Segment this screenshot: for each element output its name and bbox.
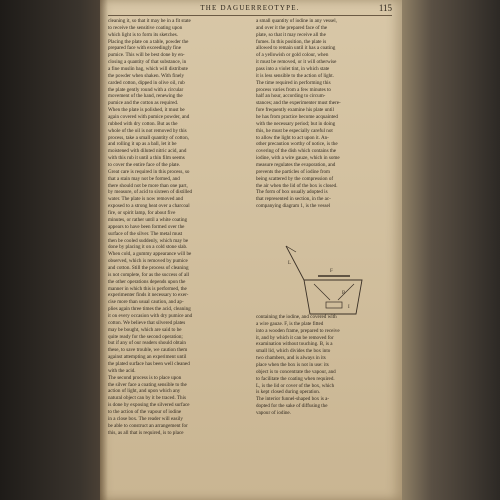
text-line: but if any of our readers should obtain — [108, 340, 186, 347]
text-line: cleaning it, so that it may be in a fit state — [108, 18, 191, 24]
text-line: When the plate is polished, it must be — [108, 107, 185, 114]
text-line: it is less sensible to the action of light. — [256, 72, 334, 79]
book-spine-left — [0, 0, 100, 500]
text-line: a wire gauze. F, is the plate fitted — [256, 320, 324, 327]
text-line: The interior funnel-shaped box is a- — [256, 396, 330, 403]
text-line: and cotton. Still the process of cleaning — [108, 264, 189, 271]
text-line: of a yellowish or gold colour, when — [256, 52, 329, 59]
text-line: this, he must be especially careful not — [256, 127, 333, 134]
diagram-label-i: I — [348, 305, 350, 310]
text-line: he has from practice become acquainted — [256, 114, 338, 121]
text-line: dopted for the sake of diffusing the — [256, 403, 328, 410]
text-line: against attempting an experiment until — [108, 354, 187, 361]
text-line: observed, which is removed by pumice — [108, 258, 188, 265]
text-line: small lid, which divides the box into — [256, 348, 331, 355]
diagram-funnel-left — [314, 284, 330, 300]
text-line: pass into a violet tint, in which state — [256, 66, 330, 73]
text-line: this, as all that is required, is to place — [108, 429, 184, 436]
text-line: that represented in section, in the ac- — [256, 196, 331, 203]
text-line: allowed to remain until it has a coating — [256, 45, 336, 52]
text-line: plies again three times the acid, cleaning — [108, 306, 191, 313]
text-line: fumes. In this position, the plate is — [256, 38, 327, 45]
text-line: a fine muslin bag, which will distribute — [108, 66, 188, 73]
text-line: is kept closed during operation. — [256, 389, 321, 396]
text-line: L, is the lid or cover of the box, which — [256, 382, 335, 389]
page-number: 115 — [378, 3, 392, 13]
text-line: to receive the sensitive coating upon — [108, 24, 183, 31]
text-line: may be bought, which are said to be — [108, 326, 182, 333]
book-edge-right — [402, 0, 500, 500]
text-line: Placing the plate on a table, powder the — [108, 38, 189, 45]
iodine-box-diagram — [258, 244, 394, 316]
text-line: in a close box. The reader will easily — [108, 415, 183, 422]
text-line: Great care is required in this process, so — [108, 168, 190, 175]
text-line: containing the iodine, and covered with — [256, 314, 337, 320]
diagram-label-l: L — [288, 261, 292, 266]
text-line: then be cooled suddenly, which may be — [108, 237, 189, 244]
left-text-column — [108, 18, 246, 436]
text-line: object is to concentrate the vapour, and — [256, 368, 336, 375]
text-line: experimenter finds it necessary to exer- — [108, 292, 189, 299]
text-line: to allow the light to act upon it. An- — [256, 134, 329, 141]
text-line: there should not be more than one part, — [108, 182, 188, 189]
text-line: it must be removed, or it will otherwise — [256, 59, 337, 66]
text-line: covering of the dish which contains the — [256, 148, 337, 155]
text-line: prevents the particles of iodine from — [256, 168, 330, 175]
text-line: companying diagram 1, is the vessel — [256, 203, 331, 210]
text-line: being scattered by the compression of — [256, 175, 334, 182]
text-line: closing a quantity of that substance, in — [108, 59, 187, 66]
text-line: to the action of the vapour of iodine — [108, 408, 182, 415]
text-line: place when the box is not in use: its — [256, 362, 329, 369]
text-line: cotton. We believe that silvered plates — [108, 319, 186, 326]
page-gutter-shadow — [100, 0, 108, 500]
text-line: it on every occasion with dry pumice and — [108, 312, 193, 319]
text-line: the other operations depends upon the — [108, 278, 186, 285]
header-rule — [108, 15, 392, 16]
text-line: water. The plate is now removed and — [108, 196, 184, 203]
diagram-label-b: B — [342, 291, 346, 296]
diagram-iodine-dish — [326, 302, 342, 308]
text-line: is done by exposing the silvered surface — [108, 402, 190, 409]
text-line: carded cotton, dipped in olive oil, rub — [108, 79, 185, 86]
text-line: The form of box usually adopted is — [256, 189, 328, 196]
book-page — [100, 0, 402, 500]
text-line: to facilitate the coating when required. — [256, 375, 335, 382]
text-line: exposed to a strong heat over a charcoal — [108, 203, 190, 210]
text-line: moistened with diluted nitric acid, and — [108, 148, 187, 155]
text-line: The second process is to place upon — [108, 374, 182, 381]
text-line: prepared face with exceedingly fine — [108, 45, 181, 52]
text-line: that a stain may not be formed, and — [108, 175, 180, 182]
text-line: process, take a small quantity of cotton, — [108, 134, 189, 141]
text-line: the air when the lid of the box is closed. — [256, 182, 338, 189]
text-line: manner in which this is performed, the — [108, 285, 187, 292]
text-line: two chambers, and is always in its — [256, 355, 326, 362]
text-line: rubbed with dry cotton. But as the — [108, 120, 178, 127]
right-text-column-top — [256, 18, 394, 210]
page-title: THE DAGUERREOTYPE. — [200, 4, 300, 12]
text-line: vapour of iodine. — [256, 410, 291, 417]
text-line: the plate gently round with a circular — [108, 86, 184, 93]
right-text-column-bottom — [256, 314, 394, 417]
text-line: movement of the hand, renewing the — [108, 93, 183, 100]
text-line: by measure, of acid to sixteen of distilled — [108, 189, 193, 196]
text-line: again covered with pumice powder, and — [108, 114, 190, 121]
text-line: other precaution worthy of notice, is the — [256, 141, 338, 148]
text-line: which light is to form its sketches. — [108, 31, 179, 38]
text-line: plate, so that it may receive all the — [256, 31, 326, 38]
text-line: and rolling it up as a ball, let it be — [108, 141, 177, 148]
text-line: appears to have been formed over the — [108, 223, 185, 230]
text-line: with the acid. — [108, 367, 136, 374]
text-line: to cover the entire face of the plate. — [108, 162, 181, 169]
diagram-label-f: F — [330, 269, 333, 274]
text-line: it, and by which it can be removed for — [256, 334, 334, 341]
text-line: with this rub it until a thin film seems — [108, 155, 185, 162]
text-line: surface of the silver. The metal must — [108, 230, 183, 237]
text-line: quite ready for the second operation; — [108, 333, 183, 340]
text-line: pumice and the cotton as required. — [108, 100, 179, 107]
text-line: the plated surface has been well cleaned — [108, 360, 190, 367]
text-line: When cold, a gummy appearance will be — [108, 251, 192, 258]
text-line: iodine, with a wire gauze, which in some — [256, 155, 340, 162]
text-line: minutes, or rather until a white coating — [108, 216, 188, 223]
diagram-funnel-right — [338, 284, 354, 300]
text-line: a small quantity of iodine in any vessel, — [256, 18, 337, 24]
text-line: stances; and the experimenter must there- — [256, 100, 341, 107]
text-line: whole of the oil is not removed by this — [108, 127, 187, 134]
text-line: is not complete, for as the success of all — [108, 271, 190, 278]
text-line: into a wooden frame, prepared to receive — [256, 327, 340, 334]
text-line: fore frequently examine his plate until — [256, 107, 334, 114]
text-line: with the necessary period; but in doing — [256, 120, 336, 127]
text-line: natural object can by it be traced. This — [108, 395, 186, 402]
text-line: process varies from a few minutes to — [256, 86, 331, 93]
text-line: these, to save trouble, we caution them — [108, 347, 188, 354]
text-line: and over it the prepared face of the — [256, 24, 328, 31]
text-line: measure regulates the evaporation, and — [256, 162, 336, 169]
text-line: cise more than usual caution, and ap- — [108, 299, 184, 306]
text-line: done by placing it on a cold stone slab. — [108, 244, 188, 251]
text-line: be able to construct an arrangement for — [108, 422, 188, 429]
text-line: half an hour, according to circum- — [256, 93, 326, 100]
text-line: the silver face a coating sensible to the — [108, 381, 187, 388]
text-line: fire, or spirit lamp, for about five — [108, 210, 176, 217]
text-line: the powder when shaken. With finely — [108, 72, 185, 79]
text-line: The time required in performing this — [256, 79, 331, 86]
text-line: action of light, and upon which any — [108, 388, 181, 395]
text-line: pumice. This will be best done by en- — [108, 52, 185, 59]
text-line: examination without touching. B, is a — [256, 341, 333, 348]
running-header — [108, 4, 392, 14]
